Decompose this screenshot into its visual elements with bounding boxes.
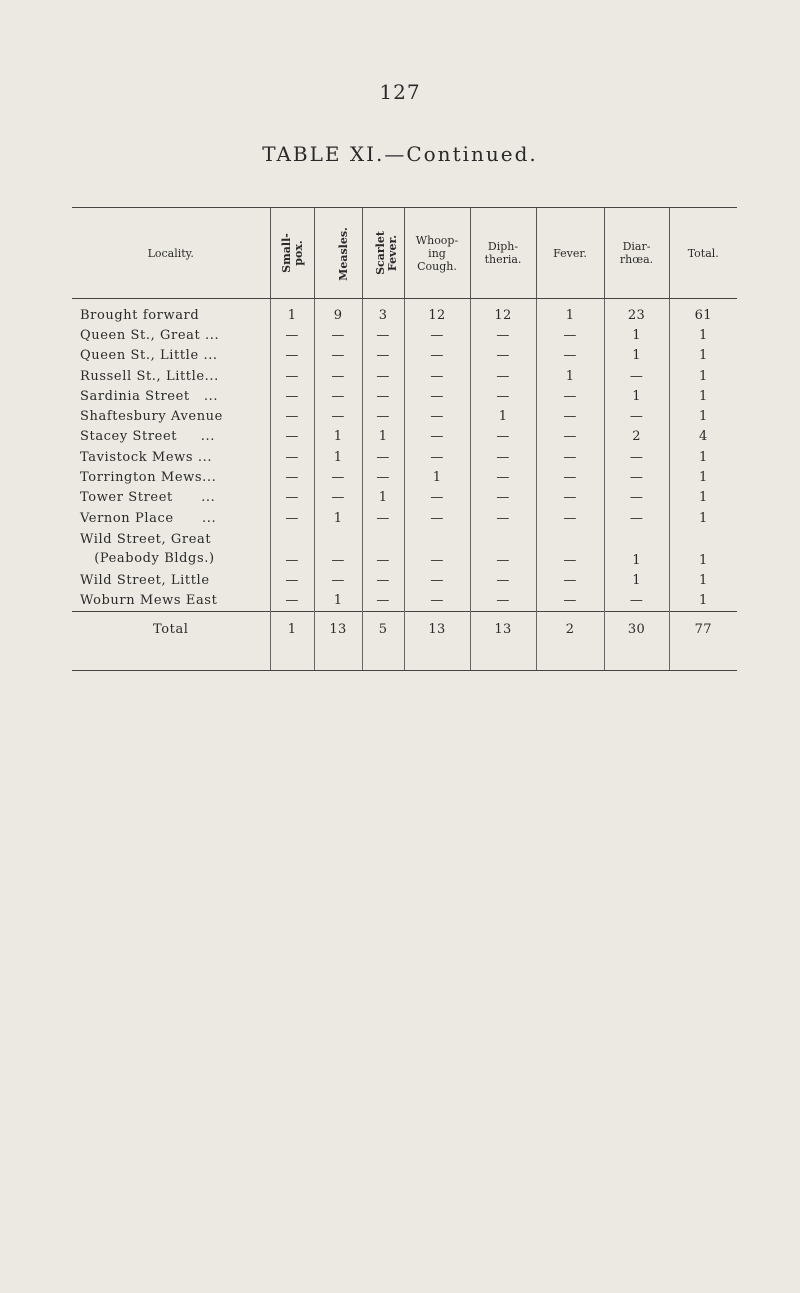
cell-value: —	[470, 447, 536, 467]
header-measles: Measles.	[314, 208, 362, 299]
cell-value: —	[270, 508, 314, 528]
cell-value: 1	[669, 570, 737, 590]
cell-value: —	[470, 386, 536, 406]
cell-value: —	[536, 591, 604, 612]
total-value: 30	[604, 611, 669, 670]
cell-locality: Stacey Street ...	[80, 429, 215, 445]
cell-value: 1	[604, 386, 669, 406]
cell-locality: Russell St., Little...	[80, 368, 219, 384]
cell-value: —	[270, 346, 314, 366]
cell-value: —	[314, 325, 362, 345]
total-value: 13	[404, 611, 470, 670]
table-body	[72, 299, 737, 671]
cell-value: —	[270, 528, 314, 570]
header-locality: Locality.	[72, 208, 270, 299]
cell-locality: Sardinia Street ...	[80, 388, 219, 404]
cell-value: 1	[470, 406, 536, 426]
cell-value: 1	[362, 488, 404, 508]
cell-value: —	[470, 366, 536, 386]
cell-value: 1	[604, 325, 669, 345]
cell-value: —	[470, 488, 536, 508]
header-diarrhoea: Diar- rhœa.	[604, 208, 669, 299]
total-value: 5	[362, 611, 404, 670]
cell-value: —	[404, 570, 470, 590]
cell-locality: Woburn Mews East	[80, 593, 218, 609]
cell-value: —	[470, 591, 536, 612]
cell-value: —	[536, 570, 604, 590]
cell-value: 12	[404, 299, 470, 326]
header-fever: Fever.	[536, 208, 604, 299]
cell-value: —	[470, 508, 536, 528]
cell-locality: Vernon Place ...	[80, 510, 217, 526]
cell-value: —	[270, 591, 314, 612]
cell-value: —	[536, 325, 604, 345]
cell-value: 1	[669, 406, 737, 426]
cell-value: —	[404, 346, 470, 366]
cell-value: 1	[314, 591, 362, 612]
cell-value: —	[270, 467, 314, 487]
cell-value: 1	[604, 346, 669, 366]
cell-value: —	[404, 406, 470, 426]
cell-locality: Brought forward	[80, 307, 200, 323]
cell-value: —	[362, 325, 404, 345]
cell-value: —	[404, 366, 470, 386]
cell-value: —	[270, 570, 314, 590]
table-row	[72, 299, 737, 326]
cell-value: 9	[314, 299, 362, 326]
table-row	[72, 346, 737, 366]
cell-value: —	[404, 488, 470, 508]
cell-value: —	[404, 386, 470, 406]
table-row	[72, 447, 737, 467]
cell-value: —	[604, 467, 669, 487]
table-header-row	[72, 208, 737, 299]
total-value: 1	[270, 611, 314, 670]
cell-value: —	[314, 386, 362, 406]
table-row	[72, 406, 737, 426]
cell-locality: Tower Street ...	[80, 490, 216, 506]
cell-value: —	[362, 447, 404, 467]
cell-value: —	[470, 346, 536, 366]
cell-value: 4	[669, 427, 737, 447]
cell-locality: Queen St., Little ...	[80, 348, 218, 364]
cell-value: —	[536, 508, 604, 528]
cell-value: —	[604, 406, 669, 426]
cell-value: —	[604, 508, 669, 528]
cell-value: 3	[362, 299, 404, 326]
cell-value: —	[362, 406, 404, 426]
total-value: 2	[536, 611, 604, 670]
cell-value: 1	[604, 570, 669, 590]
cell-locality: Torrington Mews...	[80, 470, 217, 486]
cell-value: 1	[669, 508, 737, 528]
table-row	[72, 528, 737, 570]
header-diphtheria: Diph- theria.	[470, 208, 536, 299]
cell-value: 1	[669, 447, 737, 467]
table-row	[72, 467, 737, 487]
cell-value: —	[404, 591, 470, 612]
cell-value: —	[604, 591, 669, 612]
cell-value: —	[536, 447, 604, 467]
cell-value: —	[362, 366, 404, 386]
table-row	[72, 386, 737, 406]
cell-value: —	[536, 467, 604, 487]
cell-value: —	[362, 528, 404, 570]
cell-value: —	[314, 488, 362, 508]
header-scarlet-fever: Scarlet Fever.	[362, 208, 404, 299]
cell-value: 1	[669, 591, 737, 612]
cell-locality: Shaftesbury Avenue	[80, 409, 223, 425]
header-whooping-cough: Whoop- ing Cough.	[404, 208, 470, 299]
cell-value: —	[270, 447, 314, 467]
cell-value: 1	[604, 528, 669, 570]
data-table	[72, 207, 737, 671]
cell-value: —	[604, 366, 669, 386]
header-smallpox: Small- pox.	[270, 208, 314, 299]
cell-value: 1	[314, 508, 362, 528]
cell-value: 1	[536, 299, 604, 326]
cell-value: —	[362, 467, 404, 487]
total-value: 77	[669, 611, 737, 670]
cell-value: —	[470, 570, 536, 590]
cell-value: —	[604, 488, 669, 508]
cell-value: —	[314, 406, 362, 426]
cell-value: 1	[669, 325, 737, 345]
cell-value: 1	[362, 427, 404, 447]
cell-value: —	[362, 591, 404, 612]
cell-value: —	[404, 508, 470, 528]
cell-value: 1	[536, 366, 604, 386]
cell-value: —	[404, 427, 470, 447]
page-number: 127	[379, 80, 421, 104]
cell-value: —	[536, 427, 604, 447]
table-row	[72, 366, 737, 386]
cell-value: —	[270, 325, 314, 345]
cell-value: —	[270, 406, 314, 426]
cell-value: —	[270, 488, 314, 508]
table-row	[72, 427, 737, 447]
cell-value: —	[314, 346, 362, 366]
cell-value: —	[536, 386, 604, 406]
cell-value: 1	[314, 447, 362, 467]
table-row	[72, 325, 737, 345]
cell-value: —	[314, 570, 362, 590]
table-row	[72, 591, 737, 612]
cell-value: 12	[470, 299, 536, 326]
cell-value: —	[270, 427, 314, 447]
cell-value: —	[314, 528, 362, 570]
cell-value: 1	[404, 467, 470, 487]
cell-locality: Queen St., Great ...	[80, 327, 220, 343]
cell-value: 2	[604, 427, 669, 447]
cell-value: —	[536, 346, 604, 366]
cell-value: —	[362, 346, 404, 366]
cell-value: —	[362, 508, 404, 528]
data-table-container	[72, 207, 737, 671]
cell-locality: Tavistock Mews ...	[80, 449, 213, 465]
cell-value: —	[404, 447, 470, 467]
cell-value: —	[314, 467, 362, 487]
cell-value: 1	[270, 299, 314, 326]
cell-value: —	[470, 528, 536, 570]
cell-value: —	[536, 528, 604, 570]
cell-value: 1	[669, 467, 737, 487]
total-value: 13	[314, 611, 362, 670]
cell-locality: Wild Street, Little	[80, 572, 210, 588]
cell-value: —	[470, 427, 536, 447]
cell-value: —	[404, 528, 470, 570]
cell-value: —	[604, 447, 669, 467]
total-label: Total	[72, 611, 270, 670]
cell-value: 1	[669, 488, 737, 508]
cell-value: 1	[314, 427, 362, 447]
total-row	[72, 611, 737, 670]
page-title: TABLE XI.—Continued.	[262, 142, 538, 166]
cell-value: —	[314, 366, 362, 386]
cell-value: —	[470, 325, 536, 345]
cell-value: —	[362, 570, 404, 590]
header-total: Total.	[669, 208, 737, 299]
cell-value: 1	[669, 366, 737, 386]
cell-value: —	[536, 488, 604, 508]
cell-value: —	[470, 467, 536, 487]
cell-value: 61	[669, 299, 737, 326]
cell-value: —	[270, 366, 314, 386]
cell-value: 1	[669, 346, 737, 366]
cell-locality: Wild Street, Great (Peabody Bldgs.)	[80, 532, 215, 567]
cell-value: —	[536, 406, 604, 426]
cell-value: —	[270, 386, 314, 406]
total-value: 13	[470, 611, 536, 670]
cell-value: 23	[604, 299, 669, 326]
cell-value: —	[404, 325, 470, 345]
cell-value: 1	[669, 386, 737, 406]
table-row	[72, 508, 737, 528]
table-row	[72, 570, 737, 590]
cell-value: 1	[669, 528, 737, 570]
cell-value: —	[362, 386, 404, 406]
table-row	[72, 488, 737, 508]
